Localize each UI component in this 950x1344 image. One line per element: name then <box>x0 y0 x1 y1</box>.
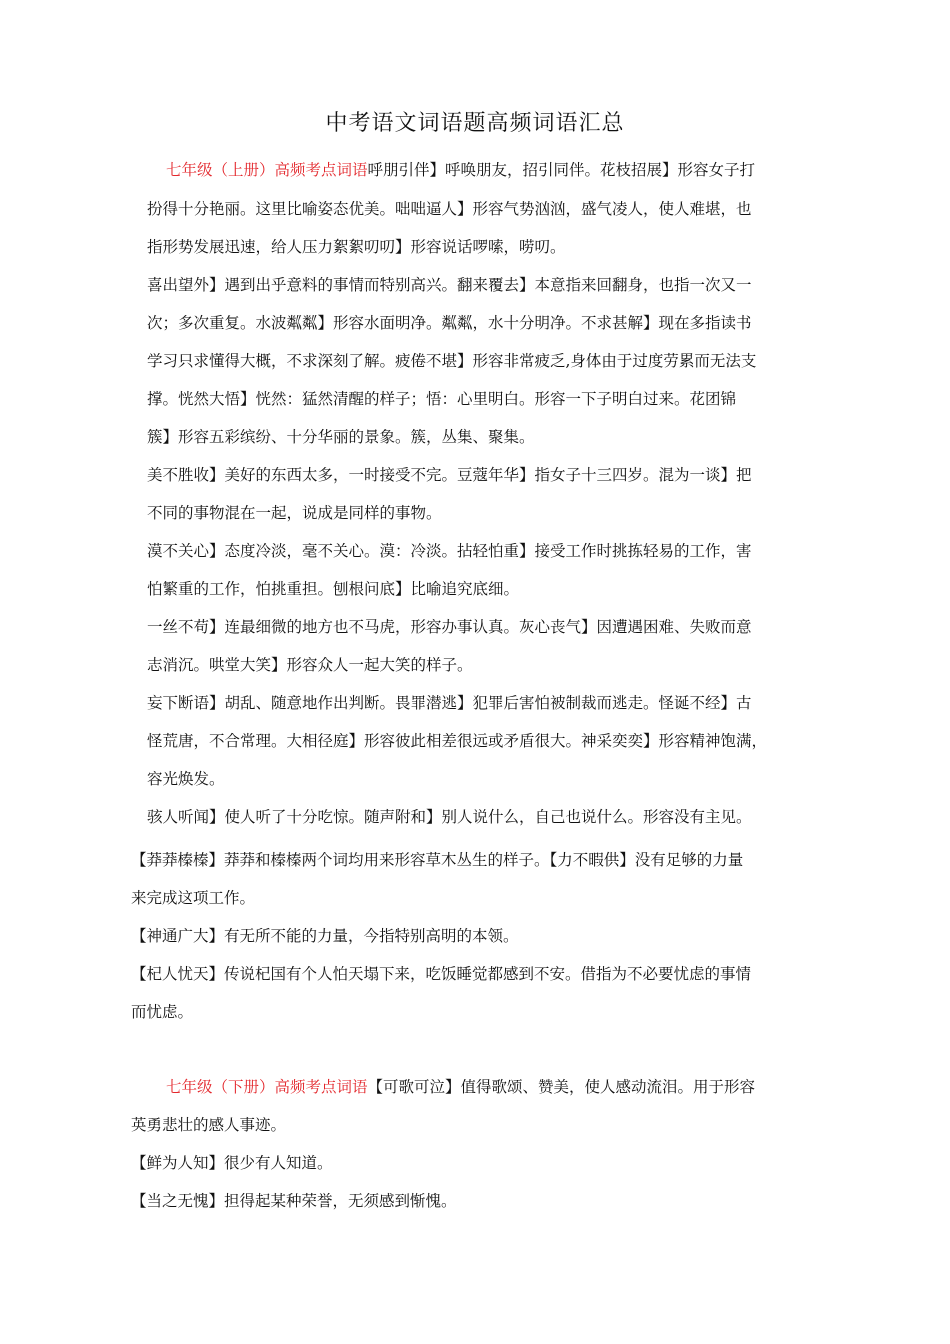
text-line: 英勇悲壮的感人事迹。 <box>131 1116 287 1134</box>
text-line: 学习只求懂得大概，不求深刻了解。疲倦不堪】形容非常疲乏,身体由于过度劳累而无法支 <box>147 352 757 370</box>
section2-heading: 七年级（下册）高频考点词语 <box>166 1078 368 1096</box>
text-line: 一丝不苟】连最细微的地方也不马虎，形容办事认真。灰心丧气】因遭遇困难、失败而意 <box>147 618 752 636</box>
text-line: 怪荒唐，不合常理。大相径庭】形容彼此相差很远或矛盾很大。神采奕奕】形容精神饱满， <box>147 732 768 750</box>
text-line: 【莽莽榛榛】莽莽和榛榛两个词均用来形容草木丛生的样子。【力不暇供】没有足够的力量 <box>131 851 744 869</box>
text-line: 不同的事物混在一起，说成是同样的事物。 <box>147 504 442 522</box>
page-title: 中考语文词语题高频词语汇总 <box>325 111 625 136</box>
text-line: 志消沉。哄堂大笑】形容众人一起大笑的样子。 <box>147 656 473 674</box>
text-line: 漠不关心】态度冷淡，毫不关心。漠：冷淡。拈轻怕重】接受工作时挑拣轻易的工作，害 <box>147 542 752 560</box>
section2-first-line <box>166 1076 755 1098</box>
text-line: 骇人听闻】使人听了十分吃惊。随声附和】别人说什么，自己也说什么。形容没有主见。 <box>147 808 752 826</box>
text-line: 妄下断语】胡乱、随意地作出判断。畏罪潜逃】犯罪后害怕被制裁而逃走。怪诞不经】古 <box>147 694 752 712</box>
section1-first-line <box>166 159 755 181</box>
text-line: 撑。恍然大悟】恍然：猛然清醒的样子；悟：心里明白。形容一下子明白过来。花团锦 <box>147 390 737 408</box>
text-line: 美不胜收】美好的东西太多，一时接受不完。豆蔻年华】指女子十三四岁。混为一谈】把 <box>147 466 752 484</box>
text-line: 容光焕发。 <box>147 770 225 788</box>
text-line: 【当之无愧】担得起某种荣誉，无须感到惭愧。 <box>131 1192 457 1210</box>
text-line: 喜出望外】遇到出乎意料的事情而特别高兴。翻来覆去】本意指来回翻身，也指一次又一 <box>147 276 752 294</box>
text-line: 指形势发展迅速，给人压力絮絮叨叨】形容说话啰嗦，唠叨。 <box>147 238 566 256</box>
text-line: 次；多次重复。水波粼粼】形容水面明净。粼粼，水十分明净。不求甚解】现在多指读书 <box>147 314 752 332</box>
text-line: 扮得十分艳丽。这里比喻姿态优美。咄咄逼人】形容气势汹汹，盛气凌人，使人难堪，也 <box>147 200 752 218</box>
text-line: 而忧虑。 <box>131 1003 194 1021</box>
text-line: 【可歌可泣】值得歌颂、赞美，使人感动流泪。用于形容 <box>367 1078 756 1096</box>
text-line: 簇】形容五彩缤纷、十分华丽的景象。簇，丛集、聚集。 <box>147 428 535 446</box>
text-line: 怕繁重的工作，怕挑重担。刨根问底】比喻追究底细。 <box>147 580 520 598</box>
section1-heading: 七年级（上册）高频考点词语 <box>166 161 368 179</box>
text-line: 来完成这项工作。 <box>131 889 256 907</box>
text-line: 【神通广大】有无所不能的力量，今指特别高明的本领。 <box>131 927 519 945</box>
text-line: 呼朋引伴】呼唤朋友，招引同伴。花枝招展】形容女子打 <box>367 161 756 179</box>
text-line: 【鲜为人知】很少有人知道。 <box>131 1154 333 1172</box>
text-line: 【杞人忧天】传说杞国有个人怕天塌下来，吃饭睡觉都感到不安。借指为不必要忧虑的事情 <box>131 965 752 983</box>
